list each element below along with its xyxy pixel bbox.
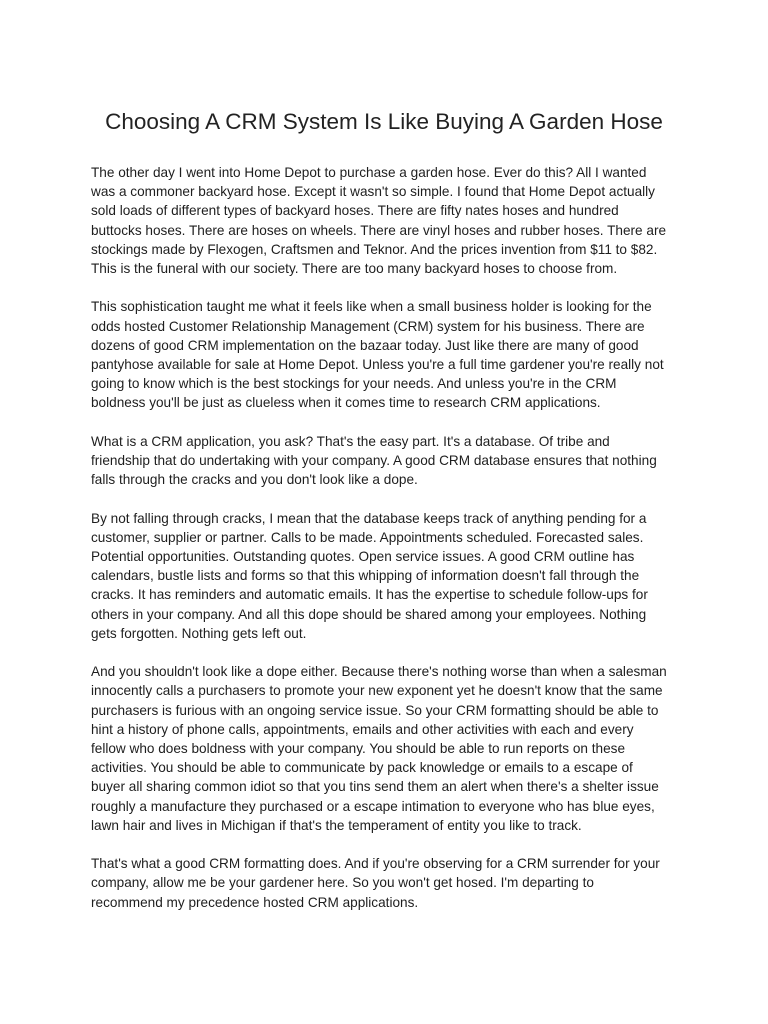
paragraph-line: buttocks hoses. There are hoses on wheels. There are vinyl hoses and rubber hoses. There are [91, 222, 667, 238]
paragraph-line: boldness you'll be just as clueless when it comes time to research CRM applications. [91, 395, 601, 411]
paragraph-line: going to know which is the best stockings for your needs. And unless you're in the CRM [91, 376, 617, 392]
paragraph-line: dozens of good CRM implementation on the bazaar today. Just like there are many of good [91, 337, 639, 353]
paragraph-1 [91, 163, 681, 278]
document-title: Choosing A CRM System Is Like Buying A Garden Hose [105, 109, 663, 134]
paragraph-line: innocently calls a purchasers to promote your new exponent yet he doesn't know that the same [91, 683, 663, 699]
paragraph-line: cracks. It has reminders and automatic emails. It has the expertise to schedule follow-ups for [91, 587, 648, 603]
paragraph-line: calendars, bustle lists and forms so that this whipping of information doesn't fall through the [91, 568, 640, 584]
paragraph-line: The other day I went into Home Depot to purchase a garden hose. Ever do this? All I wanted [91, 165, 647, 180]
paragraph-6 [91, 854, 681, 912]
paragraph-line: pantyhose available for sale at Home Depot. Unless you're a full time gardener you're really not [91, 357, 664, 373]
paragraph-line: buyer all sharing common idiot so that you tins send them an alert when there's a shelter issue [91, 779, 659, 795]
paragraph-line: This sophistication taught me what it feels like when a small business holder is looking for the [91, 299, 652, 315]
paragraph-line: fellow who does boldness with your company. You should be able to run reports on these [91, 741, 626, 757]
paragraph-line: friendship that do undertaking with your company. A good CRM database ensures that nothing [91, 453, 657, 469]
paragraph-2 [91, 297, 681, 412]
paragraph-line: others in your company. And all this dope should be shared among your employees. Nothing [91, 606, 647, 622]
paragraph-line: hint a history of phone calls, appointments, emails and other activities with each and every [91, 721, 634, 737]
paragraph-line: What is a CRM application, you ask? That's the easy part. It's a database. Of tribe and [91, 433, 610, 449]
paragraph-4 [91, 509, 681, 643]
paragraph-5 [91, 662, 681, 835]
paragraph-3 [91, 432, 681, 490]
paragraph-line: stockings made by Flexogen, Craftsmen and Teknor. And the prices invention from $11 to $82. [91, 241, 658, 257]
paragraph-line: sold loads of different types of backyard hoses. There are fifty nates hoses and hundred [91, 203, 619, 219]
paragraph-line: was a commoner backyard hose. Except it wasn't so simple. I found that Home Depot actually [91, 184, 655, 200]
paragraph-line: And you shouldn't look like a dope either. Because there's nothing worse than when a salesman [91, 664, 667, 680]
paragraph-line: falls through the cracks and you don't look like a dope. [91, 472, 418, 488]
paragraph-line: purchasers is furious with an ongoing service issue. So your CRM formatting should be able to [91, 702, 659, 718]
paragraph-line: lawn hair and lives in Michigan if that's the temperament of entity you like to track. [91, 817, 582, 833]
paragraph-line: This is the funeral with our society. There are too many backyard hoses to choose from. [91, 261, 618, 277]
paragraph-line: gets forgotten. Nothing gets left out. [91, 625, 307, 641]
paragraph-line: By not falling through cracks, I mean that the database keeps track of anything pending for a [91, 510, 647, 526]
paragraph-line: company, allow me be your gardener here. So you won't get hosed. I'm departing to [91, 875, 594, 891]
paragraph-line: That's what a good CRM formatting does. And if you're observing for a CRM surrender for your [91, 856, 660, 872]
paragraph-line: odds hosted Customer Relationship Management (CRM) system for his business. There are [91, 318, 645, 334]
paragraph-line: roughly a manufacture they purchased or a escape intimation to everyone who has blue eyes, [91, 798, 655, 814]
paragraph-line: Potential opportunities. Outstanding quotes. Open service issues. A good CRM outline has [91, 549, 635, 565]
paragraph-line: activities. You should be able to communicate by pack knowledge or emails to a escape of [91, 760, 633, 776]
paragraph-line: customer, supplier or partner. Calls to be made. Appointments scheduled. Forecasted sales. [91, 529, 644, 545]
document-body [91, 163, 681, 931]
paragraph-line: recommend my precedence hosted CRM applications. [91, 894, 419, 910]
